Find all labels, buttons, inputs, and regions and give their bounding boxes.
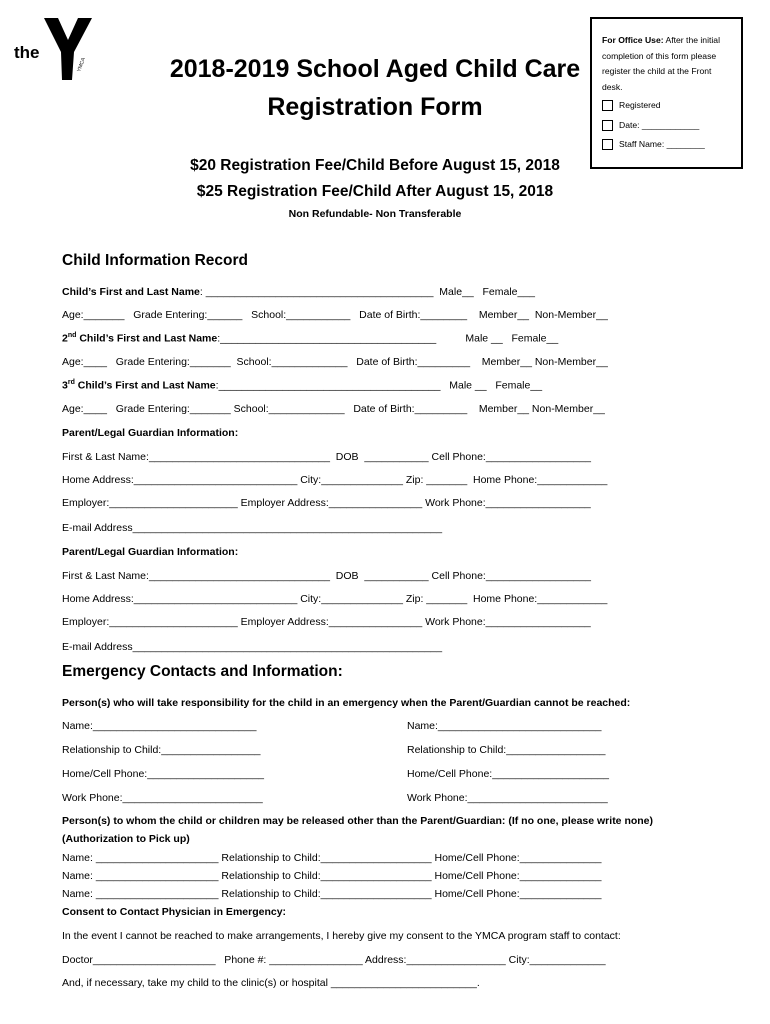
staff-checkbox-row[interactable]: Staff Name: ________ — [602, 137, 733, 153]
child1-details-line[interactable]: Age:_______ Grade Entering:______ School:___________ Date of Birth:________ Member__ Non-Member__ — [62, 309, 608, 321]
form-title-line-1: 2018-2019 School Aged Child Care — [169, 55, 581, 83]
pickup-heading: Person(s) to whom the child or children may be released other than the Parent/Guardian: (If no one, please write none) — [62, 815, 654, 827]
emergency1-relationship[interactable]: Relationship to Child:_________________ — [62, 744, 261, 756]
fee-before: $20 Registration Fee/Child Before August 15, 2018 — [190, 157, 560, 174]
guardian1-email-line[interactable]: E-mail Address_____________________________________________________ — [62, 522, 443, 534]
registered-checkbox[interactable] — [602, 100, 613, 111]
form-title-line-2: Registration Form — [267, 93, 483, 121]
pickup-subheading: (Authorization to Pick up) — [62, 833, 190, 845]
child1-name-line[interactable]: Child’s First and Last Name: _______________________________________ Male__ Female___ — [62, 286, 536, 298]
emergency2-phone[interactable]: Home/Cell Phone:____________________ — [407, 768, 610, 780]
date-checkbox[interactable] — [602, 120, 613, 131]
consent-text: In the event I cannot be reached to make arrangements, I hereby give my consent to the YMCA program staff to contact: — [62, 930, 621, 942]
guardian1-heading: Parent/Legal Guardian Information: — [62, 427, 239, 439]
non-refundable-note: Non Refundable- Non Transferable — [288, 208, 462, 220]
guardian2-email-line[interactable]: E-mail Address_____________________________________________________ — [62, 641, 443, 653]
fee-after: $25 Registration Fee/Child After August 15, 2018 — [196, 183, 554, 200]
form-title — [140, 50, 610, 126]
child-info-heading: Child Information Record — [62, 252, 248, 269]
guardian2-employer-line[interactable]: Employer:______________________ Employer Address:________________ Work Phone:__________________ — [62, 616, 591, 628]
emergency2-relationship[interactable]: Relationship to Child:_________________ — [407, 744, 606, 756]
consent-heading: Consent to Contact Physician in Emergency: — [62, 906, 287, 918]
emergency1-work[interactable]: Work Phone:________________________ — [62, 792, 263, 804]
emergency-intro: Person(s) who will take responsibility for the child in an emergency when the Parent/Guardian cannot be reached: — [62, 697, 631, 709]
office-use-text: For Office Use: After the initial completion of this form please register the child at the Front desk. — [602, 35, 720, 92]
child3-details-line[interactable]: Age:____ Grade Entering:_______ School:_____________ Date of Birth:_________ Member__ Non-Member__ — [62, 403, 605, 415]
office-use-heading: For Office Use: — [602, 35, 664, 45]
doctor-line[interactable]: Doctor_____________________ Phone #: ________________ Address:_________________ City:_____________ — [62, 954, 606, 966]
emergency1-phone[interactable]: Home/Cell Phone:____________________ — [62, 768, 265, 780]
office-use-box — [590, 17, 743, 169]
date-checkbox-row[interactable]: Date: ____________ — [602, 118, 733, 134]
guardian1-employer-line[interactable]: Employer:______________________ Employer Address:________________ Work Phone:__________________ — [62, 497, 591, 509]
clinic-line[interactable]: And, if necessary, take my child to the clinic(s) or hospital _________________________. — [62, 977, 480, 989]
pickup-row-3[interactable]: Name: _____________________ Relationship to Child:___________________ Home/Cell Phone:______________ — [62, 888, 602, 900]
staff-checkbox[interactable] — [602, 139, 613, 150]
guardian2-address-line[interactable]: Home Address:____________________________ City:______________ Zip: _______ Home Phone:____________ — [62, 593, 608, 605]
guardian2-heading: Parent/Legal Guardian Information: — [62, 546, 239, 558]
child2-name-line[interactable]: 2nd Child’s First and Last Name:_____________________________________ Male __ Female__ — [62, 332, 559, 345]
emergency-heading: Emergency Contacts and Information: — [62, 663, 343, 680]
emergency2-name[interactable]: Name:____________________________ — [407, 720, 602, 732]
child2-details-line[interactable]: Age:____ Grade Entering:_______ School:_____________ Date of Birth:_________ Member__ Non-Member__ — [62, 356, 608, 368]
pickup-row-1[interactable]: Name: _____________________ Relationship to Child:___________________ Home/Cell Phone:______________ — [62, 852, 602, 864]
emergency1-name[interactable]: Name:____________________________ — [62, 720, 257, 732]
emergency2-work[interactable]: Work Phone:________________________ — [407, 792, 608, 804]
guardian2-name-line[interactable]: First & Last Name:_______________________________ DOB ___________ Cell Phone:__________________ — [62, 570, 591, 582]
logo-text: the — [14, 43, 40, 62]
guardian1-name-line[interactable]: First & Last Name:_______________________________ DOB ___________ Cell Phone:__________________ — [62, 451, 591, 463]
registered-checkbox-row[interactable]: Registered — [602, 98, 733, 114]
child3-name-line[interactable]: 3rd Child’s First and Last Name:______________________________________ Male __ Female__ — [62, 379, 543, 392]
guardian1-address-line[interactable]: Home Address:____________________________ City:______________ Zip: _______ Home Phone:____________ — [62, 474, 608, 486]
ymca-logo — [14, 14, 96, 82]
logo-sub-text: YMCA — [76, 57, 87, 73]
pickup-row-2[interactable]: Name: _____________________ Relationship to Child:___________________ Home/Cell Phone:______________ — [62, 870, 602, 882]
